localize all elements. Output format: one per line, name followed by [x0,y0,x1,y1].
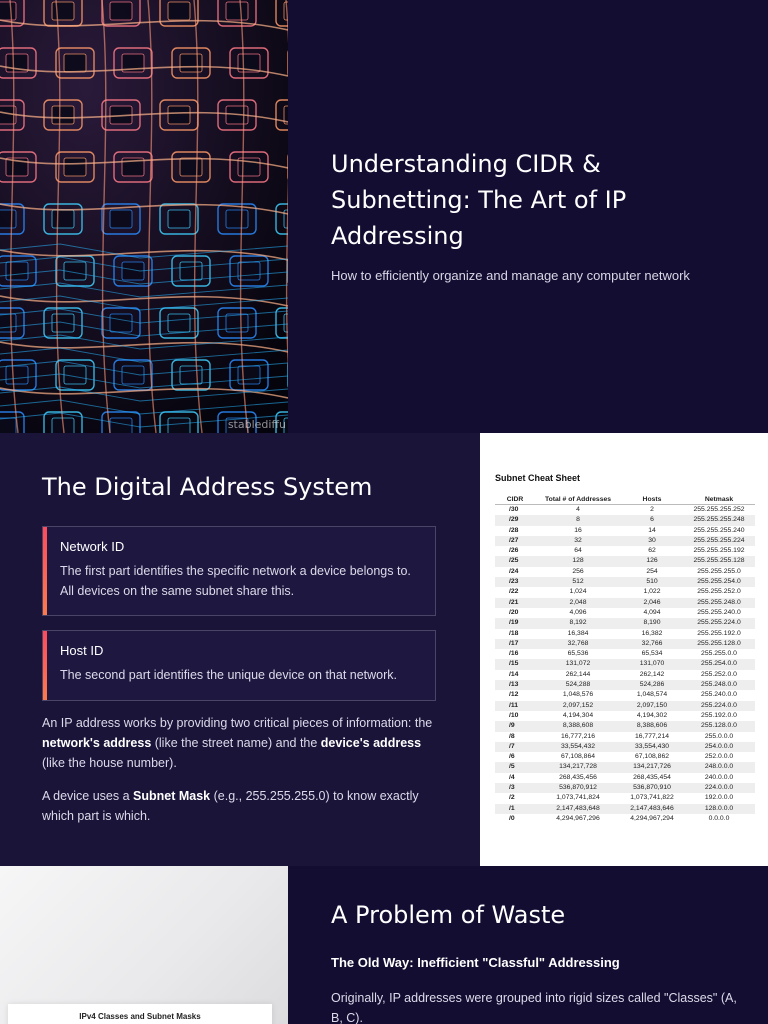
table-row [495,515,755,525]
table-cell: 254 [646,567,658,575]
table-cell: 8,388,606 [621,721,683,731]
table-row [495,546,755,556]
table-row [495,618,755,628]
table-cell: 512 [535,577,621,587]
table-cell: 536,870,912 [535,783,621,793]
table-row [495,526,755,536]
table-cell: 255.255.255.248 [683,515,755,525]
table-row [495,598,755,608]
table-cell: 255.255.255.128 [683,556,755,566]
table-cell: 255.255.192.0 [697,629,741,637]
table-row [495,742,755,752]
table-cell: 32 [535,536,621,546]
bold-term: device's address [320,736,422,750]
table-cell: 1,073,741,824 [556,794,600,802]
table-cell: 255.255.255.252 [693,506,745,513]
table-cell: 192.0.0.0 [704,794,734,802]
network-id-card [42,526,436,616]
table-cell: 524,288 [535,680,621,690]
text-run: (like the street name) and the [151,736,321,750]
table-cell: /11 [495,701,535,711]
bold-term: network's address [42,736,152,750]
table-cell: 131,072 [535,659,621,669]
table-row [495,649,755,659]
table-cell: 255.255.224.0 [683,618,755,628]
table-cell: /23 [495,577,535,587]
table-cell: 4 [576,506,580,513]
table-row [495,814,755,824]
table-row [495,659,755,669]
table-cell: 255.0.0.0 [704,732,734,740]
text-run: An IP address works by providing two critical pieces of information: the [42,716,433,730]
table-cell: 4,094 [643,608,661,616]
ipv4-classes-image [0,866,288,1024]
table-cell: 255.248.0.0 [683,680,755,690]
waste-section [0,866,768,1024]
table-cell: 1,022 [643,588,661,596]
table-cell: 255.255.240.0 [697,608,741,616]
table-cell: 6 [621,515,683,525]
cheat-sheet-table [495,495,755,824]
text-run: A device uses a [42,789,134,803]
column-header: CIDR [495,495,535,505]
table-cell: /18 [509,629,519,637]
table-cell: 32,768 [535,639,621,649]
table-cell: 1,048,574 [636,691,668,699]
table-cell: 240.0.0.0 [704,773,734,781]
table-cell: 67,108,862 [634,753,670,761]
section-title: A Problem of Waste [331,901,566,929]
table-cell: 254.0.0.0 [683,742,755,752]
table-row [495,536,755,546]
text-run: (like the house number). [42,756,177,770]
table-cell: 128.0.0.0 [683,804,755,814]
table-cell: 126 [621,556,683,566]
table-cell: 524,286 [621,680,683,690]
table-cell: /21 [495,598,535,608]
table-cell: 248.0.0.0 [683,762,755,772]
table-row [495,783,755,793]
table-cell: 268,435,456 [559,773,597,781]
table-body [495,505,755,825]
table-cell: 8,192 [535,618,621,628]
table-cell: 268,435,454 [633,773,671,781]
table-cell: 14 [648,526,656,534]
table-cell: 16,777,216 [560,732,596,740]
table-cell: /28 [509,526,519,534]
table-cell: 1,024 [569,588,587,596]
table-cell: /17 [495,639,535,649]
table-cell: 0.0.0.0 [708,814,730,822]
card-heading: Host ID [60,643,104,658]
table-row [495,773,755,783]
table-cell: 262,144 [565,670,591,678]
section-paragraph: Originally, IP addresses were grouped into rigid sizes called "Classes" (A, B, C). [331,991,737,1024]
table-cell: 4,294,967,294 [630,814,674,822]
table-cell: 224.0.0.0 [683,783,755,793]
table-cell: 1,073,741,822 [630,794,674,802]
circuit-board-illustration [0,0,288,433]
table-cell: 255.192.0.0 [701,711,737,719]
table-cell: 255.255.252.0 [697,588,741,596]
table-cell: 255.255.255.240 [693,526,745,534]
table-row [495,629,755,639]
table-row [495,587,755,597]
table-row [495,711,755,721]
table-cell: /25 [495,556,535,566]
table-cell: 2,046 [621,598,683,608]
table-cell: 2,048 [535,598,621,608]
table-cell: /0 [509,814,515,822]
page-subtitle: How to efficiently organize and manage any computer network [331,268,690,283]
table-cell: /30 [509,506,519,513]
table-cell: 256 [572,567,584,575]
table-row [495,639,755,649]
table-row [495,752,755,762]
table-cell: 262,142 [639,670,665,678]
hero-section [0,0,768,433]
table-row [495,793,755,803]
table-cell: 255.224.0.0 [683,701,755,711]
table-cell: /15 [495,659,535,669]
table-row [495,804,755,814]
column-header: Netmask [683,495,755,505]
table-cell: 2,097,150 [621,701,683,711]
table-cell: 8 [535,515,621,525]
table-cell: /27 [495,536,535,546]
section-subheading: The Old Way: Inefficient "Classful" Addressing [331,955,620,970]
ip-explanation-paragraph [42,713,442,773]
table-cell: 128 [535,556,621,566]
table-row [495,556,755,566]
table-cell: 255.255.128.0 [683,639,755,649]
table-row [495,567,755,577]
table-cell: /9 [495,721,535,731]
table-cell: 255.255.0.0 [701,650,737,658]
column-header: Hosts [621,495,683,505]
image-watermark: stablediffu [227,418,286,431]
table-cell: 16,384 [567,629,589,637]
table-cell: 16,777,214 [634,732,670,740]
table-cell: /3 [495,783,535,793]
table-row [495,732,755,742]
table-cell: 134,217,726 [621,762,683,772]
table-cell: 4,294,967,296 [556,814,600,822]
table-cell: /13 [495,680,535,690]
table-cell: 30 [621,536,683,546]
table-cell: 33,554,432 [535,742,621,752]
table-cell: 32,766 [621,639,683,649]
table-row [495,690,755,700]
table-cell: 64 [574,547,582,555]
bold-term: Subnet Mask [133,789,211,803]
table-cell: 4,096 [569,608,587,616]
table-cell: 65,536 [567,650,589,658]
table-cell: 536,870,910 [621,783,683,793]
table-cell: /4 [509,773,515,781]
table-cell: 67,108,864 [560,753,596,761]
host-id-card [42,630,436,701]
table-cell: /6 [509,753,515,761]
table-row [495,701,755,711]
subnet-mask-paragraph [42,786,442,826]
table-row [495,762,755,772]
table-cell: /8 [509,732,515,740]
table-cell: /19 [495,618,535,628]
table-cell: 2 [650,506,654,513]
table-cell: 1,048,576 [562,691,594,699]
table-cell: 255.240.0.0 [701,691,737,699]
table-row [495,608,755,618]
table-cell: 134,217,728 [535,762,621,772]
section-title: The Digital Address System [42,473,373,501]
subnet-cheat-sheet-image [480,433,768,866]
table-cell: /1 [495,804,535,814]
table-cell: /5 [495,762,535,772]
table-cell: 255.255.255.192 [693,547,745,555]
page-title: Understanding CIDR & Subnetting: The Art of IP Addressing [331,150,627,250]
table-cell: 255.252.0.0 [701,670,737,678]
table-cell: 8,190 [621,618,683,628]
table-cell: /12 [509,691,519,699]
table-cell: 8,388,608 [535,721,621,731]
table-cell: /10 [509,711,519,719]
table-cell: 255.255.255.0 [697,567,741,575]
table-cell: 2,147,483,646 [621,804,683,814]
card-heading: Network ID [60,539,125,554]
table-cell: 255.255.248.0 [683,598,755,608]
card-text: The first part identifies the specific network a device belongs to. All devices on the same subnet share this. [60,564,411,598]
card-text: The second part identifies the unique device on that network. [60,668,398,682]
table-cell: 62 [648,547,656,555]
table-cell: 4,194,304 [562,711,594,719]
table-cell: 16,382 [641,629,663,637]
table-cell: 2,097,152 [535,701,621,711]
table-row [495,680,755,690]
cheat-sheet-title: Subnet Cheat Sheet [495,473,581,483]
table-cell: 255.254.0.0 [683,659,755,669]
address-system-section [0,433,768,866]
table-cell: 255.255.254.0 [683,577,755,587]
table-cell: 252.0.0.0 [704,753,734,761]
ipv4-classes-title: IPv4 Classes and Subnet Masks [79,1012,201,1021]
table-cell: 255.255.255.224 [683,536,755,546]
table-row [495,577,755,587]
table-cell: /29 [495,515,535,525]
table-cell: /20 [509,608,519,616]
table-cell: 131,070 [621,659,683,669]
hero-circuit-image [0,0,288,433]
table-cell: 4,194,302 [636,711,668,719]
table-cell: 510 [621,577,683,587]
table-cell: /7 [495,742,535,752]
table-cell: /16 [509,650,519,658]
table-cell: 255.128.0.0 [683,721,755,731]
table-row [495,670,755,680]
table-row [495,721,755,731]
table-cell: /2 [509,794,515,802]
table-cell: 33,554,430 [621,742,683,752]
text-run: (e.g., 255.255.255.0) to know exactly which part is which. [42,789,419,823]
table-cell: 16 [574,526,582,534]
table-cell: 2,147,483,648 [535,804,621,814]
table-cell: /22 [509,588,519,596]
table-cell: /26 [509,547,519,555]
table-row [495,505,755,516]
table-cell: /24 [509,567,519,575]
column-header: Total # of Addresses [535,495,621,505]
table-cell: 65,534 [641,650,663,658]
table-header-row [495,495,755,505]
table-cell: /14 [509,670,519,678]
ipv4-classes-card [8,1004,272,1024]
